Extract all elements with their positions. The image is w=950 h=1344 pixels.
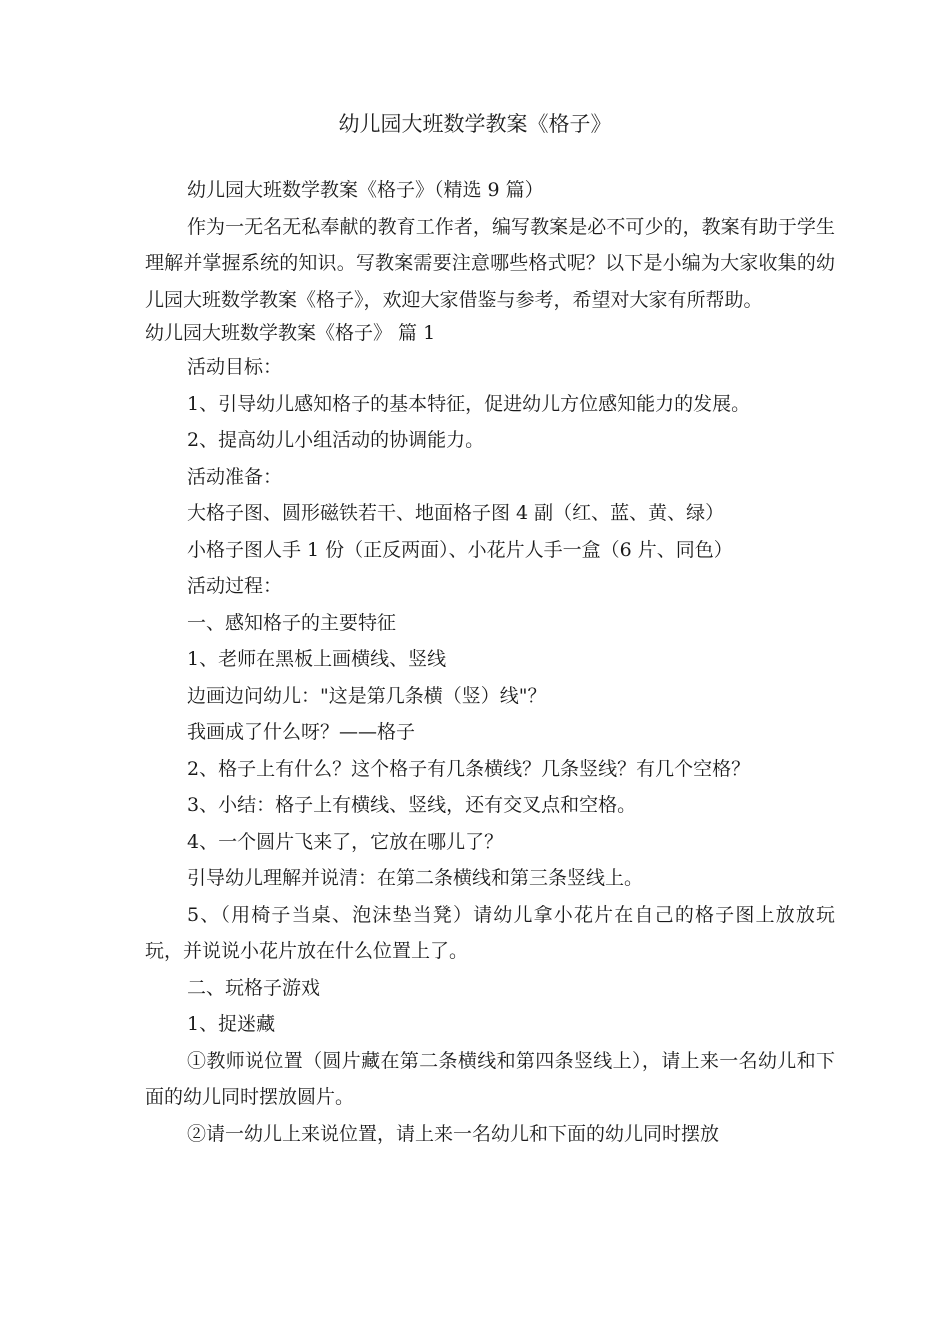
section-heading: 幼儿园大班数学教案《格子》 篇 1 xyxy=(145,322,436,344)
paragraph: 1、捉迷藏 xyxy=(187,1013,276,1035)
paragraph: 小格子图人手 1 份（正反两面）、小花片人手一盒（6 片、同色） xyxy=(187,538,733,561)
paragraph-subtitle: 幼儿园大班数学教案《格子》（精选 9 篇） xyxy=(187,179,544,201)
paragraph-intro: 作为一无名无私奉献的教育工作者，编写教案是必不可少的，教案有助于学生理解并掌握系统的知识。写教案需要注意哪些格式呢？以下是小编为大家收集的幼儿园大班数学教案《格子》，欢迎大家借鉴与参考，希望对大家有所帮助。 xyxy=(145,215,835,311)
paragraph: 大格子图、圆形磁铁若干、地面格子图 4 副（红、蓝、黄、绿） xyxy=(187,502,725,524)
paragraph: 活动准备： xyxy=(187,465,283,488)
paragraph: 一、感知格子的主要特征 xyxy=(187,611,397,634)
paragraph: 1、老师在黑板上画横线、竖线 xyxy=(187,648,447,670)
paragraph: 2、格子上有什么？这个格子有几条横线？几条竖线？有几个空格？ xyxy=(187,757,751,780)
paragraph: 1、引导幼儿感知格子的基本特征，促进幼儿方位感知能力的发展。 xyxy=(187,392,751,415)
paragraph: 4、一个圆片飞来了，它放在哪儿了？ xyxy=(187,830,504,853)
paragraph: 活动过程： xyxy=(187,575,283,597)
paragraph: 3、小结：格子上有横线、竖线，还有交叉点和空格。 xyxy=(187,794,637,816)
paragraph: ②请一幼儿上来说位置，请上来一名幼儿和下面的幼儿同时摆放 xyxy=(187,1122,720,1145)
paragraph: 2、提高幼儿小组活动的协调能力。 xyxy=(187,429,485,451)
paragraph: 活动目标： xyxy=(187,356,283,378)
paragraph: 二、玩格子游戏 xyxy=(187,976,321,999)
document-title: 幼儿园大班数学教案《格子》 xyxy=(338,112,612,136)
paragraph: 引导幼儿理解并说清：在第二条横线和第三条竖线上。 xyxy=(187,867,644,889)
paragraph: 我画成了什么呀？——格子 xyxy=(187,721,416,743)
document-body xyxy=(145,172,835,1152)
paragraph: ①教师说位置（圆片藏在第二条横线和第四条竖线上），请上来一名幼儿和下面的幼儿同时摆放圆片。 xyxy=(145,1049,835,1108)
paragraph: 5、（用椅子当桌、泡沫垫当凳）请幼儿拿小花片在自己的格子图上放放玩玩，并说说小花片放在什么位置上了。 xyxy=(145,903,835,962)
paragraph: 边画边问幼儿："这是第几条横（竖）线"？ xyxy=(187,684,547,707)
